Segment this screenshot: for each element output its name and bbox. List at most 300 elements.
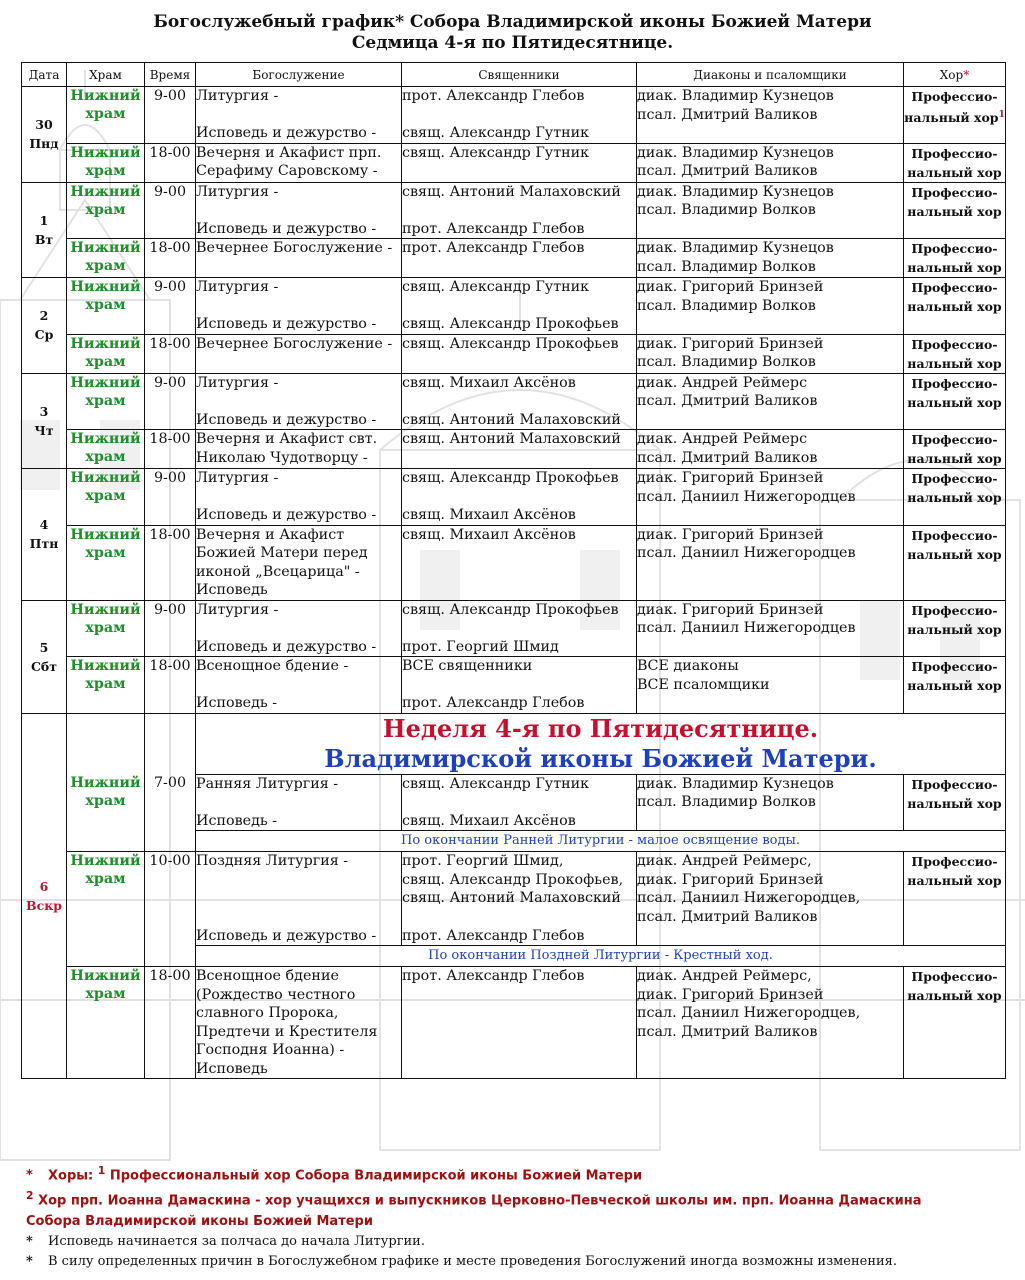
footer-choirs-label: Хоры: (48, 1168, 94, 1184)
deacon-cell (637, 143, 904, 182)
hram-line: храм (85, 392, 126, 409)
priest-text: прот. Александр Глебов (402, 695, 585, 711)
date-cell (22, 278, 67, 374)
footer-choir-2-cont: Собора Владимирской иконы Божией Матери (26, 1213, 373, 1229)
text-line: диак. Владимир Кузнецов (637, 183, 834, 200)
time-cell: 9-00 (145, 373, 196, 430)
text-line: Всенощное бдение (196, 968, 339, 984)
header-choir (904, 63, 1006, 87)
time-cell: 18-00 (145, 525, 196, 600)
date-number: 6 (39, 878, 49, 894)
date-cell (22, 600, 67, 713)
sunday-note-1: По окончании Ранней Литургии - малое освящение воды. (196, 831, 1006, 852)
day-row (22, 469, 1006, 526)
hram-line: Нижний (70, 240, 141, 256)
hram-cell (67, 600, 145, 657)
deacon-cell (637, 182, 904, 239)
choir-cell (904, 525, 1006, 600)
priest-text: прот. Александр Глебов (402, 240, 585, 256)
text-line: диак. Григорий Бринзей (637, 601, 824, 618)
choir-line (904, 871, 1005, 890)
priest-cell (402, 967, 637, 1079)
priest-cell (402, 278, 637, 335)
hram-line: храм (85, 162, 126, 179)
date-number: 4 (39, 517, 49, 533)
title-line-1: Богослужебный график* Собора Владимирской иконы Божией Матери (153, 12, 872, 32)
header-priests: Священники (402, 63, 637, 87)
service-cell (196, 657, 402, 714)
priest-text: прот. Александр Глебов (402, 927, 585, 944)
choir-line: Профессио- (911, 145, 998, 161)
text-line: диак. Григорий Бринзей (637, 871, 824, 888)
hram-cell (67, 87, 145, 144)
day-row (22, 87, 1006, 144)
hram-cell (67, 774, 145, 852)
text-line: псал. Даниил Нижегородцев, (637, 1005, 861, 1021)
text-line: диак. Владимир Кузнецов (637, 240, 834, 256)
choir-line: Профессио- (911, 471, 998, 486)
hram-line: храм (85, 201, 126, 218)
service-text: Литургия - (196, 374, 279, 391)
service-cell (196, 239, 402, 278)
priest-cell (402, 525, 637, 600)
header-time: Время (145, 63, 196, 87)
service-text: Исповедь - (196, 695, 278, 711)
text-line: Вечерня и Акафист прп. (196, 144, 382, 161)
priest-cell (402, 373, 637, 430)
priest-cell (402, 87, 637, 144)
priest-cell (402, 600, 637, 657)
text-line: Божией Матери перед (196, 545, 368, 561)
choir-line (904, 258, 1005, 277)
hram-line: Нижний (70, 658, 141, 674)
choir-line: Профессио- (911, 659, 998, 674)
footer-star: * (26, 1233, 33, 1249)
time-cell: 18-00 (145, 239, 196, 278)
choir-line: Профессио- (911, 336, 998, 352)
choir-line: Профессио- (911, 854, 998, 869)
text-line: диак. Андрей Реймерс (637, 374, 808, 391)
time-cell: 9-00 (145, 182, 196, 239)
footer-choir1-num: 1 (97, 1164, 106, 1177)
footer-note1-text: Исповедь начинается за полчаса до начала Литургии. (48, 1233, 425, 1249)
date-cell-sunday (22, 713, 67, 1079)
deacon-cell (637, 774, 904, 831)
time-cell: 18-00 (145, 334, 196, 373)
day-row (22, 525, 1006, 600)
hram-line: храм (85, 676, 126, 692)
choir-cell (904, 278, 1006, 335)
choir-cell (904, 774, 1006, 831)
hram-line: Нижний (70, 526, 141, 543)
text-line: Исповедь (196, 1060, 268, 1077)
choir-line (904, 297, 1005, 316)
time-cell: 18-00 (145, 143, 196, 182)
hram-cell (67, 373, 145, 430)
priest-text: свящ. Михаил Аксёнов (402, 812, 576, 829)
text-line: (Рождество честного (196, 986, 356, 1003)
choir-cell (904, 143, 1006, 182)
choir-line: Профессио- (911, 184, 998, 200)
text-line: диак. Владимир Кузнецов (637, 775, 834, 792)
deacon-cell (637, 334, 904, 373)
time-cell: 9-00 (145, 469, 196, 526)
text-line: Вечерня и Акафист (196, 526, 345, 543)
empty-cell (145, 713, 196, 774)
date-number: 30 (35, 117, 53, 133)
hram-cell (67, 657, 145, 714)
service-text: Литургия - (196, 88, 279, 104)
priest-text: свящ. Александр Гутник (402, 125, 590, 141)
priest-cell (402, 334, 637, 373)
priest-cell (402, 182, 637, 239)
service-text: Поздняя Литургия - (196, 853, 349, 869)
service-text: Исповедь и дежурство - (196, 125, 377, 141)
choir-line (904, 620, 1005, 639)
hram-line: Нижний (70, 775, 141, 791)
choir-cell (904, 239, 1006, 278)
choir-line (904, 986, 1005, 1005)
choir-line (904, 794, 1005, 813)
text-line: свящ. Антоний Малаховский (402, 890, 621, 906)
day-row (22, 430, 1006, 469)
service-text: Исповедь и дежурство - (196, 638, 377, 655)
priest-text: свящ. Александр Гутник (402, 775, 590, 792)
priest-text: свящ. Антоний Малаховский (402, 411, 621, 428)
text-line: славного Пророка, (196, 1005, 339, 1021)
date-weekday: Пнд (29, 136, 59, 152)
day-row (22, 373, 1006, 430)
text-line: псал. Владимир Волков (637, 354, 816, 370)
choir-line (904, 488, 1005, 507)
priest-cell (402, 239, 637, 278)
priest-text: ВСЕ священники (402, 658, 533, 674)
hram-line: Нижний (70, 279, 141, 295)
time-cell: 18-00 (145, 657, 196, 714)
day-row (22, 600, 1006, 657)
text-line: прот. Георгий Шмид, (402, 853, 564, 869)
text-line: диак. Григорий Бринзей (637, 470, 824, 486)
hram-cell (67, 430, 145, 469)
choir-text: нальный хор (907, 678, 1002, 693)
page-title (0, 12, 1025, 54)
text-line: Предтечи и Крестителя (196, 1023, 378, 1040)
choir-line (904, 106, 1005, 127)
text-line: диак. Андрей Реймерс, (637, 968, 812, 984)
text-line: псал. Даниил Нижегородцев (637, 545, 856, 561)
text-line: диак. Андрей Реймерс, (637, 853, 812, 869)
choir-line: Профессио- (911, 969, 998, 984)
service-text: Всенощное бдение - (196, 658, 349, 674)
service-text: Исповедь и дежурство - (196, 411, 377, 428)
footer-note-2 (26, 1252, 1001, 1272)
hram-cell (67, 143, 145, 182)
hram-line: Нижний (70, 853, 141, 869)
deacon-cell (637, 967, 904, 1079)
date-cell (22, 469, 67, 601)
hram-cell (67, 967, 145, 1079)
time-cell: 7-00 (145, 774, 196, 852)
text-line: псал. Даниил Нижегородцев (637, 488, 856, 505)
choir-text: нальный хор (907, 621, 1002, 637)
choir-text: нальный хор (907, 355, 1002, 371)
text-line: Господня Иоанна) - (196, 1042, 345, 1058)
footer-note2-text: В силу определенных причин в Богослужебном графике и месте проведения Богослужений иногда возможны изменения. (48, 1253, 897, 1269)
service-text: Исповедь и дежурство - (196, 507, 377, 523)
service-cell (196, 182, 402, 239)
priest-cell (402, 774, 637, 831)
day-row (22, 657, 1006, 714)
choir-cell (904, 600, 1006, 657)
choir-sup: 1 (998, 110, 1005, 120)
text-line: диак. Григорий Бринзей (637, 526, 824, 543)
date-weekday: Ср (34, 327, 54, 343)
deacon-cell (637, 469, 904, 526)
choir-line: Профессио- (911, 432, 998, 447)
choir-line (904, 393, 1005, 412)
deacon-cell (637, 657, 904, 714)
text-line: ВСЕ псаломщики (637, 676, 770, 693)
priest-text: прот. Александр Глебов (402, 968, 585, 984)
deacon-cell (637, 87, 904, 144)
priest-text: свящ. Михаил Аксёнов (402, 374, 576, 391)
priest-cell (402, 852, 637, 946)
text-line: Серафиму Саровскому - (196, 163, 378, 179)
service-text: Исповедь и дежурство - (196, 927, 377, 944)
service-cell (196, 774, 402, 831)
hram-line: Нижний (70, 88, 141, 104)
sunday-heading (196, 713, 1006, 774)
text-line: диак. Владимир Кузнецов (637, 88, 834, 104)
text-line: Вечернее Богослужение - (196, 335, 393, 352)
text-line: диак. Григорий Бринзей (637, 986, 824, 1003)
text-line: псал. Дмитрий Валиков (637, 908, 818, 925)
priest-cell (402, 143, 637, 182)
time-cell: 18-00 (145, 430, 196, 469)
choir-cell (904, 657, 1006, 714)
priest-text: прот. Георгий Шмид (402, 638, 559, 655)
choir-line: Профессио- (911, 527, 998, 543)
hram-cell (67, 852, 145, 967)
footer-star: * (26, 1253, 33, 1269)
service-cell (196, 373, 402, 430)
footer-note-1 (26, 1232, 1001, 1252)
text-line: псал. Владимир Волков (637, 258, 816, 275)
text-line: псал. Дмитрий Валиков (637, 449, 818, 466)
hram-line: храм (85, 297, 126, 313)
choir-text: нальный хор (907, 873, 1002, 888)
text-line: диак. Григорий Бринзей (637, 335, 824, 352)
text-line: псал. Дмитрий Валиков (637, 393, 818, 409)
choir-text: нальный хор (907, 394, 1002, 410)
hram-line: храм (85, 106, 126, 122)
hram-line: храм (85, 793, 126, 809)
day-row (22, 239, 1006, 278)
deacon-cell (637, 239, 904, 278)
sunday-service-row (22, 852, 1006, 946)
header-choir-star: * (963, 67, 970, 82)
date-number: 1 (39, 212, 49, 228)
choir-cell (904, 373, 1006, 430)
time-cell: 18-00 (145, 967, 196, 1079)
footer-choir-1 (26, 1161, 1001, 1186)
service-text: Ранняя Литургия - (196, 775, 339, 792)
priest-cell (402, 657, 637, 714)
date-weekday: Вскр (26, 897, 62, 913)
text-line: ВСЕ диаконы (637, 658, 739, 674)
service-cell (196, 278, 402, 335)
service-cell (196, 967, 402, 1079)
date-cell (22, 373, 67, 469)
hram-line: Нижний (70, 968, 141, 984)
text-line: свящ. Александр Прокофьев, (402, 871, 624, 888)
date-weekday: Чт (34, 422, 54, 438)
sunday-service-row (22, 967, 1006, 1079)
hram-line: храм (85, 619, 126, 636)
deacon-cell (637, 525, 904, 600)
time-cell: 9-00 (145, 87, 196, 144)
date-number: 5 (39, 639, 49, 655)
hram-cell (67, 469, 145, 526)
deacon-cell (637, 852, 904, 946)
header-service: Богослужение (196, 63, 402, 87)
choir-line: Профессио- (911, 375, 998, 391)
choir-text: нальный хор (907, 795, 1002, 811)
sunday-note-2: По окончании Поздней Литургии - Крестный ход. (196, 946, 1006, 967)
choir-cell (904, 967, 1006, 1079)
choir-cell (904, 469, 1006, 526)
hram-cell (67, 334, 145, 373)
header-deacons: Диаконы и псаломщики (637, 63, 904, 87)
hram-cell (67, 278, 145, 335)
day-row (22, 334, 1006, 373)
day-row (22, 143, 1006, 182)
service-text: Литургия - (196, 470, 279, 486)
deacon-cell (637, 278, 904, 335)
choir-cell (904, 852, 1006, 946)
text-line: псал. Владимир Волков (637, 297, 816, 314)
footer-choir-2 (26, 1186, 1001, 1211)
hram-line: Нижний (70, 183, 141, 200)
header-choir-label: Хор (939, 67, 964, 82)
hram-line: храм (85, 544, 126, 561)
choir-cell (904, 430, 1006, 469)
footer-notes (26, 1161, 1001, 1272)
service-cell (196, 600, 402, 657)
priest-text: свящ. Александр Прокофьев (402, 601, 619, 618)
choir-line: Профессио- (911, 776, 998, 792)
text-line: Исповедь (196, 582, 268, 598)
text-line: псал. Даниил Нижегородцев, (637, 890, 861, 906)
service-text: Литургия - (196, 601, 279, 618)
footer-star: * (26, 1168, 33, 1184)
choir-text: нальный хор (907, 988, 1002, 1003)
hram-line: храм (85, 353, 126, 370)
choir-text: нальный хор (907, 451, 1002, 466)
choir-line: Профессио- (911, 241, 998, 256)
hram-line: Нижний (70, 144, 141, 161)
service-text: Исповедь - (196, 812, 278, 829)
choir-line (904, 676, 1005, 695)
service-cell (196, 469, 402, 526)
text-line: Вечернее Богослужение - (196, 240, 393, 256)
hram-line: Нижний (70, 374, 141, 391)
choir-text: нальный хор (907, 299, 1002, 314)
empty-cell (67, 713, 145, 774)
choir-cell (904, 334, 1006, 373)
text-line: псал. Дмитрий Валиков (637, 163, 818, 179)
hram-cell (67, 182, 145, 239)
table-header-row (22, 63, 1006, 87)
footer-choir2-text: Хор прп. Иоанна Дамаскина - хор учащихся и выпускников Церковно-Певческой школы им. прп. Иоанна Дамаскина (38, 1193, 922, 1209)
hram-cell (67, 239, 145, 278)
hram-line: храм (85, 986, 126, 1002)
text-line: псал. Дмитрий Валиков (637, 106, 818, 123)
sunday-heading-row (22, 713, 1006, 774)
choir-text: нальный хор (907, 260, 1002, 275)
text-line: Николаю Чудотворцу - (196, 449, 368, 466)
deacon-cell (637, 373, 904, 430)
date-number: 3 (39, 403, 49, 419)
schedule-table (21, 62, 1006, 1079)
choir-cell (904, 182, 1006, 239)
priest-text: свящ. Антоний Малаховский (402, 431, 621, 447)
sunday-heading-line-1: Неделя 4-я по Пятидесятнице. (382, 713, 819, 743)
priest-text: прот. Александр Глебов (402, 88, 585, 104)
choir-line: Профессио- (911, 280, 998, 295)
hram-line: храм (85, 258, 126, 274)
service-text: Литургия - (196, 279, 279, 295)
choir-line (904, 202, 1005, 221)
date-weekday: Сбт (30, 658, 58, 674)
service-cell (196, 87, 402, 144)
sunday-service-row (22, 774, 1006, 831)
hram-line: храм (85, 488, 126, 504)
service-cell (196, 334, 402, 373)
choir-text: нальный хор (904, 110, 999, 126)
priest-cell (402, 469, 637, 526)
hram-line: храм (85, 449, 126, 465)
priest-text: свящ. Антоний Малаховский (402, 183, 621, 200)
time-cell: 9-00 (145, 278, 196, 335)
header-date: Дата (22, 63, 67, 87)
header-hram: Храм (67, 63, 145, 87)
service-text: Исповедь и дежурство - (196, 316, 377, 332)
date-cell (22, 182, 67, 278)
priest-text: свящ. Александр Прокофьев (402, 316, 619, 332)
footer-choir1-text: Профессиональный хор Собора Владимирской иконы Божией Матери (109, 1168, 643, 1184)
hram-cell (67, 525, 145, 600)
priest-text: свящ. Александр Прокофьев (402, 335, 619, 352)
text-line: псал. Даниил Нижегородцев (637, 620, 856, 636)
priest-text: свящ. Александр Прокофьев (402, 470, 619, 486)
text-line: диак. Владимир Кузнецов (637, 144, 834, 161)
text-line: диак. Григорий Бринзей (637, 279, 824, 295)
service-cell (196, 430, 402, 469)
service-text: Литургия - (196, 183, 279, 200)
deacon-cell (637, 430, 904, 469)
priest-text: свящ. Михаил Аксёнов (402, 507, 576, 523)
choir-line (904, 163, 1005, 182)
text-line: псал. Владимир Волков (637, 794, 816, 810)
choir-line (904, 545, 1005, 564)
priest-text: свящ. Михаил Аксёнов (402, 526, 576, 543)
choir-line: Профессио- (911, 602, 998, 618)
deacon-cell (637, 600, 904, 657)
priest-cell (402, 430, 637, 469)
service-cell (196, 525, 402, 600)
time-cell: 10-00 (145, 852, 196, 967)
